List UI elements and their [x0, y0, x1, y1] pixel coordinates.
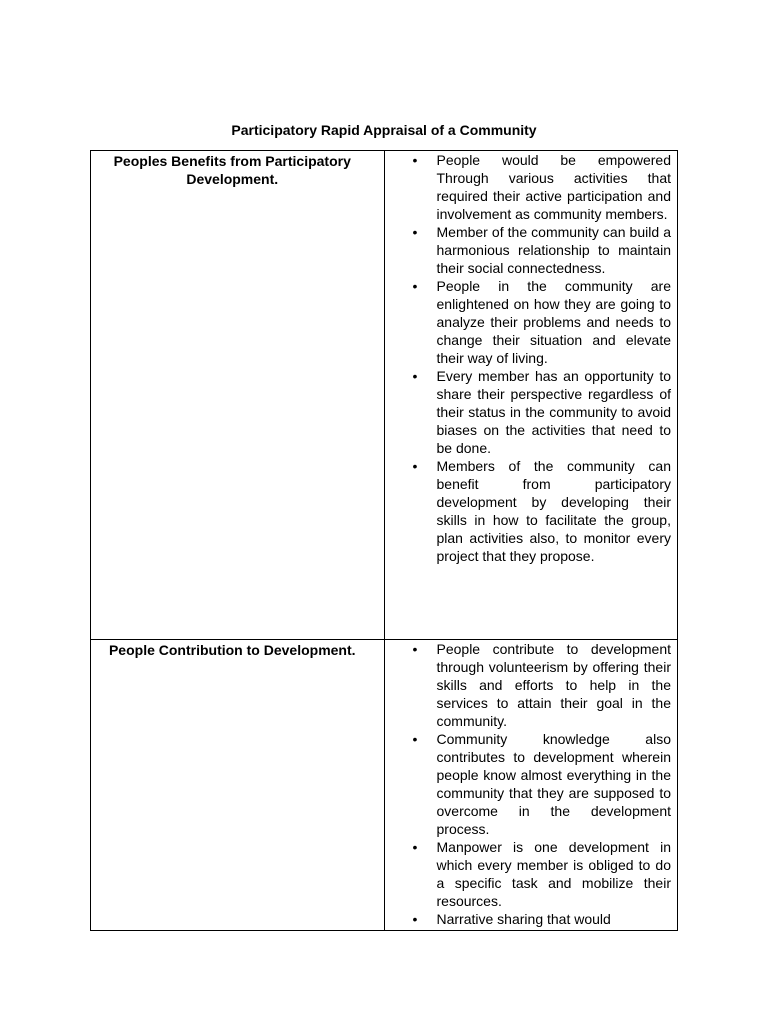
list-item: • Community knowledge also contributes to development wherein people know almost everything in the community that they are supposed to overcome in the development process. [385, 730, 672, 838]
row-label-contribution: People Contribution to Development. [108, 642, 356, 658]
benefits-list [385, 151, 678, 565]
points-cell [384, 640, 678, 931]
list-item: • People in the community are enlightened on how they are going to analyze their problems and needs to change their situation and elevate their way of living. [385, 277, 672, 367]
list-item: • Members of the community can benefit from participatory development by developing their skills in how to facilitate the group, plan activities also, to monitor every project that they propose. [385, 457, 672, 565]
contribution-list [385, 640, 678, 928]
table-row [91, 151, 678, 640]
row-label-benefits: Peoples Benefits from Participatory Development. [113, 153, 351, 187]
list-item: • Manpower is one development in which every member is obliged to do a specific task and mobilize their resources. [385, 838, 672, 910]
table-row [91, 640, 678, 931]
points-cell [384, 151, 678, 640]
appraisal-table [90, 150, 678, 931]
row-label-cell [91, 151, 385, 640]
list-item: • Member of the community can build a harmonious relationship to maintain their social connectedness. [385, 223, 672, 277]
row-label-cell [91, 640, 385, 931]
list-item: • Narrative sharing that would [385, 910, 672, 928]
page-title: Participatory Rapid Appraisal of a Community [231, 122, 537, 138]
list-item: • People contribute to development through volunteerism by offering their skills and efforts to help in the services to attain their goal in the community. [385, 640, 672, 730]
list-item: • People would be empowered Through various activities that required their active participation and involvement as community members. [385, 151, 672, 223]
list-item: • Every member has an opportunity to share their perspective regardless of their status in the community to avoid biases on the activities that need to be done. [385, 367, 672, 457]
